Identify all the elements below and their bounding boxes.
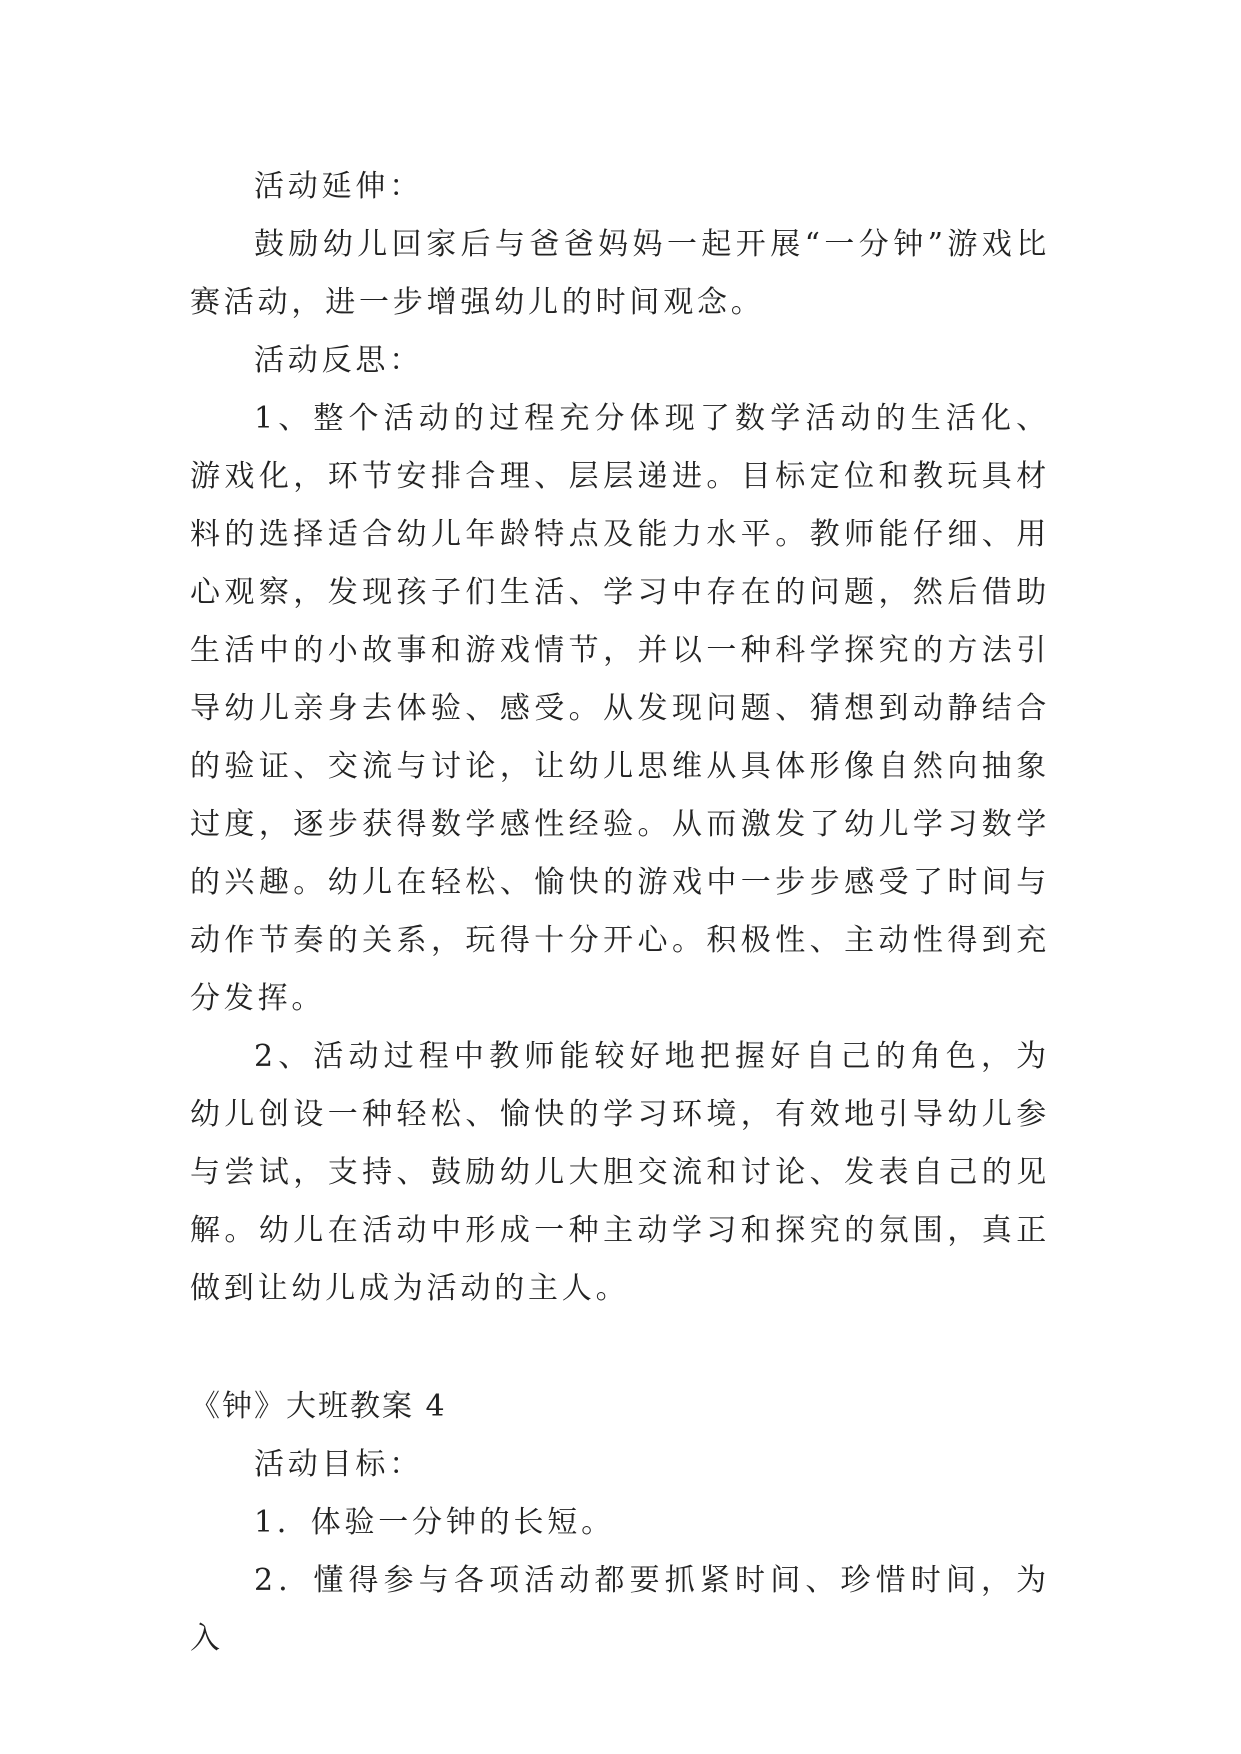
paragraph-extension: 鼓励幼儿回家后与爸爸妈妈一起开展“一分钟”游戏比赛活动，进一步增强幼儿的时间观念。 (190, 227, 1050, 320)
section-gap (190, 1318, 1050, 1378)
goal-item-2: 2．懂得参与各项活动都要抓紧时间、珍惜时间，为入 (190, 1563, 1050, 1656)
paragraph-reflection-1: 1、整个活动的过程充分体现了数学活动的生活化、游戏化，环节安排合理、层层递进。目标定位和教玩具材料的选择适合幼儿年龄特点及能力水平。教师能仔细、用心观察，发现孩子们生活、学习中存在的问题，然后借助生活中的小故事和游戏情节，并以一种科学探究的方法引导幼儿亲身去体验、感受。从发现问题、猜想到动静结合的验证、交流与讨论，让幼儿思维从具体形像自然向抽象过度，逐步获得数学感性经验。从而激发了幼儿学习数学的兴趣。幼儿在轻松、愉快的游戏中一步步感受了时间与动作节奏的关系，玩得十分开心。积极性、主动性得到充分发挥。 (190, 401, 1050, 1016)
heading-activity-extension: 活动延伸： (254, 169, 423, 204)
goal-item-1: 1．体验一分钟的长短。 (254, 1505, 615, 1540)
section-title: 《钟》大班教案 4 (190, 1389, 447, 1424)
heading-activity-goals: 活动目标： (254, 1447, 423, 1482)
heading-activity-reflection: 活动反思： (254, 343, 423, 378)
paragraph-reflection-2: 2、活动过程中教师能较好地把握好自己的角色，为幼儿创设一种轻松、愉快的学习环境，有效地引导幼儿参与尝试，支持、鼓励幼儿大胆交流和讨论、发表自己的见解。幼儿在活动中形成一种主动学习和探究的氛围，真正做到让幼儿成为活动的主人。 (190, 1039, 1050, 1306)
document-body (190, 158, 1050, 1668)
